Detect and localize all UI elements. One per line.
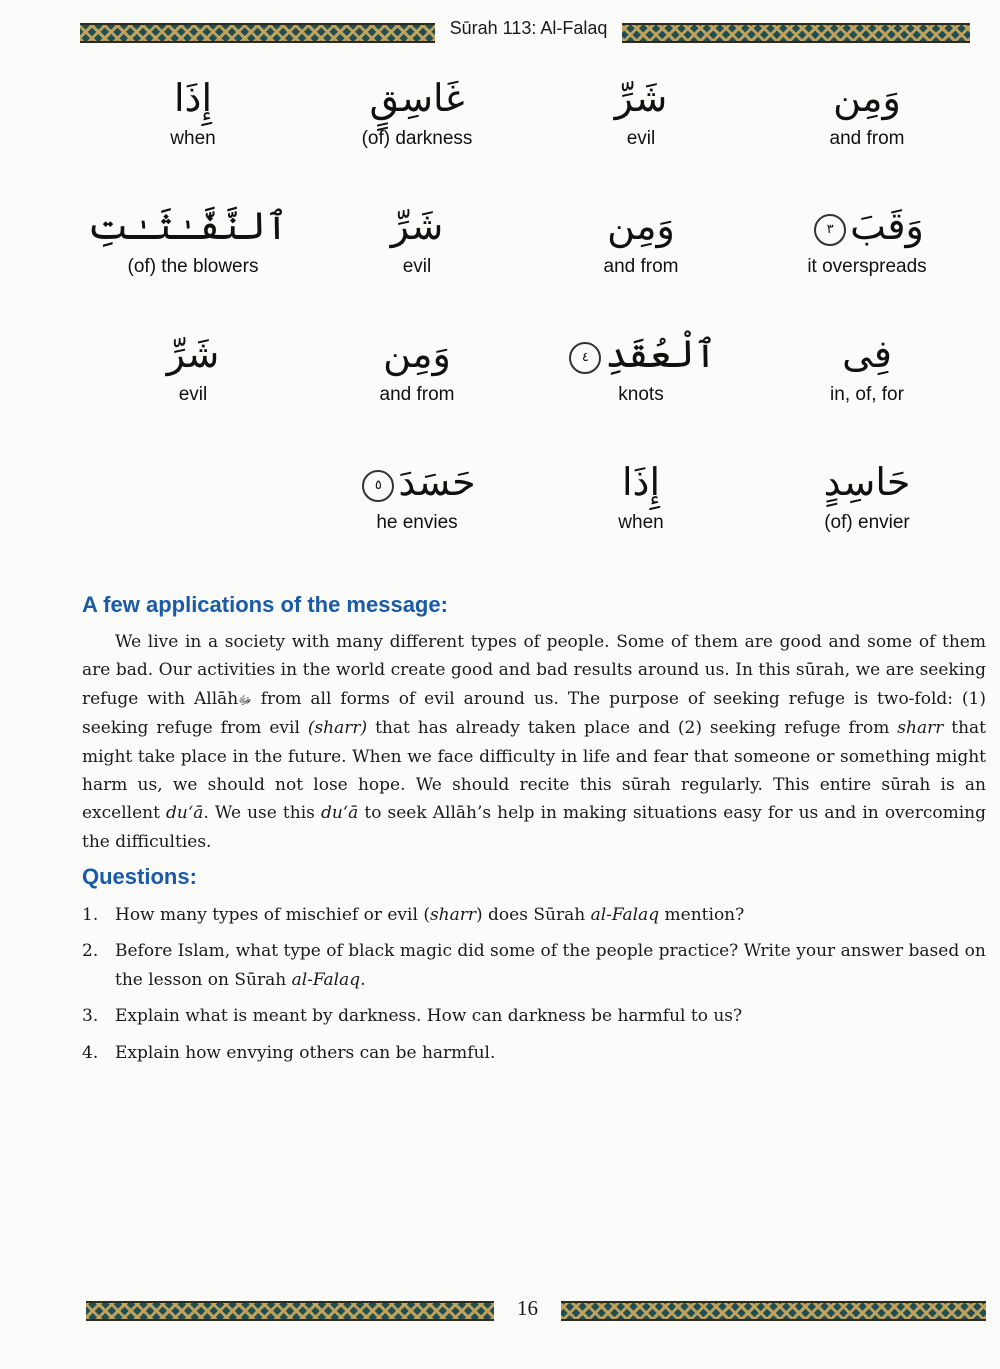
word-meaning: when: [618, 512, 664, 533]
arabic-word: غَاسِقٍ: [369, 76, 465, 120]
question-item: 3. Explain what is meant by darkness. How can darkness be harmful to us?: [82, 1002, 986, 1030]
vocab-cell: [322, 70, 512, 152]
word-meaning: when: [170, 128, 216, 149]
footer-ornament-right: [561, 1301, 986, 1321]
word-meaning: evil: [178, 384, 208, 405]
footer-ornament-left: [86, 1301, 494, 1321]
vocab-cell: [772, 198, 962, 280]
page-header-title: Sūrah 113: Al-Falaq: [449, 18, 608, 38]
word-meaning: he envies: [376, 512, 458, 533]
arabic-word: وَمِن: [607, 204, 675, 248]
term-sharr: sharr: [897, 718, 944, 739]
word-meaning: in, of, for: [830, 384, 904, 405]
arabic-word: ٱلنَّفَّـٰثَـٰتِ: [87, 204, 288, 248]
question-number: 1.: [82, 905, 99, 925]
vocab-cell: [772, 70, 962, 152]
question-item: 4. Explain how envying others can be harmful.: [82, 1039, 986, 1067]
vocab-cell: [98, 70, 288, 152]
arabic-word: شَرِّ: [390, 204, 444, 248]
vocab-cell: [546, 326, 736, 408]
question-number: 2.: [82, 941, 99, 962]
honorific-glyph: ﷻ: [238, 692, 252, 707]
word-meaning: and from: [603, 256, 679, 277]
arabic-word: وَقَبَ٣: [772, 198, 962, 254]
vocab-cell: [98, 326, 288, 408]
question-number: 4.: [82, 1042, 99, 1063]
applications-paragraph: We live in a society with many different types of people. Some of them are good and some of them are bad. Our activities in the world create good and bad results around us. In this sūrah, we are seeking refuge with Allāhﷻ from all forms of evil around us. The purpose of seeking refuge is two-fold: (1) seeking refuge from evil (sharr) that has already taken place and (2) seeking refuge from sharr that might take place in the future. When we face difficulty in life and fear that someone or something might harm us, we should not lose hope. We should recite this sūrah regularly. This entire sūrah is an excellent du‘ā. We use this du‘ā to seek Allāh’s help in making situations easy for us and in overcoming the difficulties.: [82, 632, 987, 852]
questions-heading: Questions:: [82, 864, 197, 889]
word-meaning: (of) envier: [824, 512, 910, 533]
word-meaning: (of) the blowers: [127, 256, 259, 277]
arabic-word: ٱلْعُقَدِ٤: [546, 326, 736, 382]
vocab-cell: [322, 454, 512, 536]
vocab-cell: [546, 70, 736, 152]
questions-list: [82, 901, 986, 1067]
page-number: 16: [517, 1296, 538, 1320]
vocab-cell: [322, 198, 512, 280]
arabic-word: شَرِّ: [614, 76, 668, 120]
word-meaning: and from: [829, 128, 905, 149]
arabic-word: وَمِن: [383, 332, 451, 376]
word-meaning: (of) darkness: [361, 128, 473, 149]
term-dua: du‘ā: [320, 803, 359, 824]
word-meaning: and from: [379, 384, 455, 405]
arabic-word: وَمِن: [833, 76, 901, 120]
vocab-cell: [546, 198, 736, 280]
arabic-word: حَاسِدٍ: [823, 460, 911, 504]
header-ornament-right: [622, 23, 970, 43]
header-ornament-left: [80, 23, 435, 43]
question-item: 1. How many types of mischief or evil (sharr) does Sūrah al-Falaq mention?: [82, 901, 986, 929]
applications-heading: A few applications of the message:: [82, 592, 448, 617]
question-item: 2. Before Islam, what type of black magic did some of the people practice? Write your answer based on the lesson on Sūrah al-Falaq.: [82, 937, 986, 994]
arabic-word: شَرِّ: [166, 332, 220, 376]
vocab-cell: [87, 198, 288, 280]
vocab-cell: [772, 454, 962, 536]
term-sharr: (sharr): [307, 718, 368, 739]
vocab-cell: [322, 326, 512, 408]
ayah-number-marker: ٥: [362, 470, 394, 502]
word-meaning: knots: [618, 384, 664, 405]
ayah-number-marker: ٣: [814, 214, 846, 246]
word-meaning: evil: [402, 256, 432, 277]
arabic-word: حَسَدَ٥: [322, 454, 512, 510]
arabic-word: إِذَا: [621, 460, 661, 504]
word-meaning: evil: [626, 128, 656, 149]
question-number: 3.: [82, 1006, 99, 1027]
arabic-word: فِى: [842, 332, 892, 376]
vocab-cell: [546, 454, 736, 536]
ayah-number-marker: ٤: [569, 342, 601, 374]
term-dua: du‘ā: [166, 803, 204, 824]
vocab-cell: [772, 326, 962, 408]
arabic-word: إِذَا: [173, 76, 213, 120]
word-meaning: it overspreads: [807, 256, 927, 277]
